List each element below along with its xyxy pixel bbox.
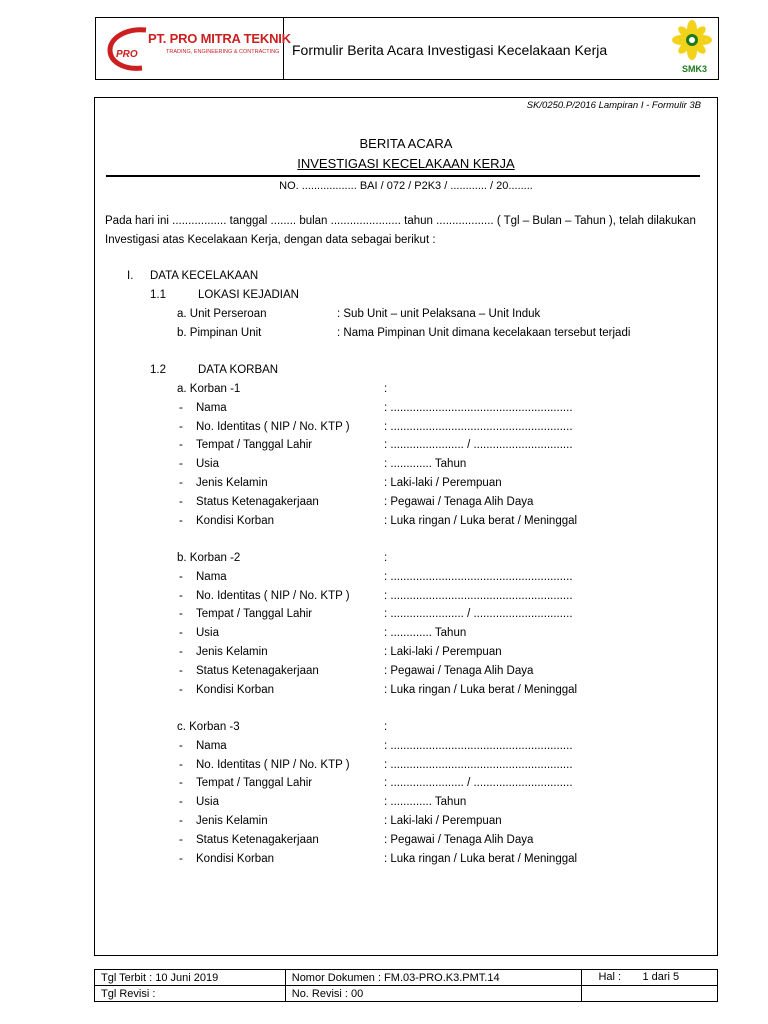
field-label: Status Ketenagakerjaan: [196, 664, 319, 677]
nomor-dokumen: Nomor Dokumen : FM.03-PRO.K3.PMT.14: [285, 970, 582, 986]
title-divider: [106, 175, 700, 177]
field-label: Kondisi Korban: [196, 514, 274, 527]
field-value: : .........................................................: [384, 758, 573, 771]
victim-heading: c. Korban -3: [177, 721, 240, 733]
field-bullet: -: [179, 477, 183, 489]
field-label: Usia: [196, 627, 220, 640]
field-label: Jenis Kelamin: [196, 815, 268, 827]
field-bullet: -: [179, 833, 183, 846]
doc-title-line2: INVESTIGASI KECELAKAAN KERJA: [297, 156, 515, 171]
tgl-terbit: Tgl Terbit : 10 Juni 2019: [95, 970, 286, 986]
field-bullet: -: [179, 815, 183, 827]
document-footer: [94, 969, 718, 1002]
field-value: : ............. Tahun: [384, 627, 467, 640]
field-bullet: -: [179, 514, 183, 527]
victim-heading-colon: :: [384, 552, 388, 564]
field-value: : .........................................................: [384, 739, 573, 752]
subsection-1-2-title: DATA KORBAN: [198, 364, 279, 376]
logo-mark: PRO: [116, 49, 138, 60]
field-bullet: -: [179, 420, 183, 433]
document-body: [94, 97, 718, 956]
field-bullet: -: [179, 401, 183, 414]
field-label: No. Identitas ( NIP / No. KTP ): [196, 589, 350, 602]
field-label: Jenis Kelamin: [196, 477, 268, 489]
field-bullet: -: [179, 739, 183, 752]
field-bullet: -: [179, 683, 183, 696]
field-label: Status Ketenagakerjaan: [196, 833, 319, 846]
smk3-flower-icon: [666, 18, 718, 66]
subsection-1-2-number: 1.2: [150, 364, 166, 376]
field-value: : Pegawai / Tenaga Alih Daya: [384, 664, 534, 677]
field-value: : Pegawai / Tenaga Alih Daya: [384, 833, 534, 846]
pimpinan-unit-value: : Nama Pimpinan Unit dimana kecelakaan tersebut terjadi: [337, 327, 631, 339]
field-label: Usia: [196, 796, 220, 809]
field-bullet: -: [179, 608, 183, 621]
field-label: Tempat / Tanggal Lahir: [196, 608, 313, 621]
field-value: : Laki-laki / Perempuan: [384, 815, 502, 827]
footer-row: [95, 986, 718, 1002]
field-value: : .........................................................: [384, 420, 573, 433]
field-label: Nama: [196, 570, 227, 583]
field-label: Jenis Kelamin: [196, 646, 268, 658]
subsection-1-1-number: 1.1: [150, 289, 166, 301]
field-value: : Luka ringan / Luka berat / Meninggal: [384, 683, 578, 696]
field-value: : ....................... / ...............................: [384, 439, 573, 452]
hal-label: Hal :: [598, 971, 622, 983]
victim-heading-colon: :: [384, 383, 388, 395]
smk3-logo: [666, 18, 718, 79]
field-bullet: -: [179, 495, 183, 508]
victim-heading-colon: :: [384, 721, 388, 733]
field-bullet: -: [179, 758, 183, 771]
field-label: No. Identitas ( NIP / No. KTP ): [196, 420, 350, 433]
company-tagline: TRADING, ENGINEERING & CONTRACTING: [166, 49, 280, 55]
field-bullet: -: [179, 646, 183, 658]
victim-heading: a. Korban -1: [177, 383, 241, 395]
doc-title-line1: BERITA ACARA: [359, 136, 453, 151]
field-bullet: -: [179, 627, 183, 640]
field-bullet: -: [179, 777, 183, 790]
field-value: : ............. Tahun: [384, 796, 467, 809]
victim-heading: b. Korban -2: [177, 552, 241, 564]
field-value: : Luka ringan / Luka berat / Meninggal: [384, 514, 578, 527]
field-value: : Laki-laki / Perempuan: [384, 646, 502, 658]
field-value: : ....................... / ...............................: [384, 608, 573, 621]
subsection-1-1-title: LOKASI KEJADIAN: [198, 289, 299, 301]
field-bullet: -: [179, 664, 183, 677]
field-label: Status Ketenagakerjaan: [196, 495, 319, 508]
field-label: Tempat / Tanggal Lahir: [196, 777, 313, 790]
field-value: : .........................................................: [384, 401, 573, 414]
field-value: : ....................... / ...............................: [384, 777, 573, 790]
tgl-revisi: Tgl Revisi :: [95, 986, 286, 1002]
field-label: Tempat / Tanggal Lahir: [196, 439, 313, 452]
no-revisi: No. Revisi : 00: [285, 986, 582, 1002]
field-value: : Laki-laki / Perempuan: [384, 477, 502, 489]
field-value: : Luka ringan / Luka berat / Meninggal: [384, 852, 578, 865]
unit-perseroan-label: a. Unit Perseroan: [177, 308, 267, 320]
field-label: Kondisi Korban: [196, 683, 274, 696]
field-value: : ............. Tahun: [384, 458, 467, 471]
document-number: NO. .................. BAI / 072 / P2K3 / ............ / 20........: [279, 180, 533, 192]
field-label: Nama: [196, 401, 227, 414]
footer-row: [95, 970, 718, 986]
field-bullet: -: [179, 439, 183, 452]
field-value: : .........................................................: [384, 589, 573, 602]
hal-cell: [582, 970, 718, 986]
form-title: Formulir Berita Acara Investigasi Kecelakaan Kerja: [292, 42, 608, 58]
field-bullet: -: [179, 458, 183, 471]
unit-perseroan-value: : Sub Unit – unit Pelaksana – Unit Induk: [337, 308, 541, 320]
field-bullet: -: [179, 796, 183, 809]
smk3-label: SMK3: [682, 64, 708, 74]
field-label: No. Identitas ( NIP / No. KTP ): [196, 758, 350, 771]
footer-empty-cell: [582, 986, 718, 1002]
field-bullet: -: [179, 570, 183, 583]
field-label: Nama: [196, 739, 227, 752]
field-bullet: -: [179, 852, 183, 865]
field-value: : Pegawai / Tenaga Alih Daya: [384, 495, 534, 508]
intro-paragraph: Pada hari ini ................. tanggal ........ bulan ...................... tahun .................. ( Tgl – Bulan – Tahun ), telah dilakukan Investigasi atas Kecelakaan Kerja, dengan data sebagai berikut :: [105, 215, 696, 246]
company-logo: [96, 18, 291, 79]
field-bullet: -: [179, 589, 183, 602]
hal-value: 1 dari 5: [642, 971, 680, 983]
field-label: Usia: [196, 458, 220, 471]
company-name: PT. PRO MITRA TEKNIK: [148, 31, 291, 46]
document-reference: SK/0250.P/2016 Lampiran I - Formulir 3B: [526, 100, 701, 111]
field-label: Kondisi Korban: [196, 852, 274, 865]
field-value: : .........................................................: [384, 570, 573, 583]
document-header: [95, 17, 719, 80]
section-title: DATA KECELAKAAN: [150, 270, 259, 282]
pimpinan-unit-label: b. Pimpinan Unit: [177, 327, 262, 339]
section-number: I.: [127, 270, 134, 282]
